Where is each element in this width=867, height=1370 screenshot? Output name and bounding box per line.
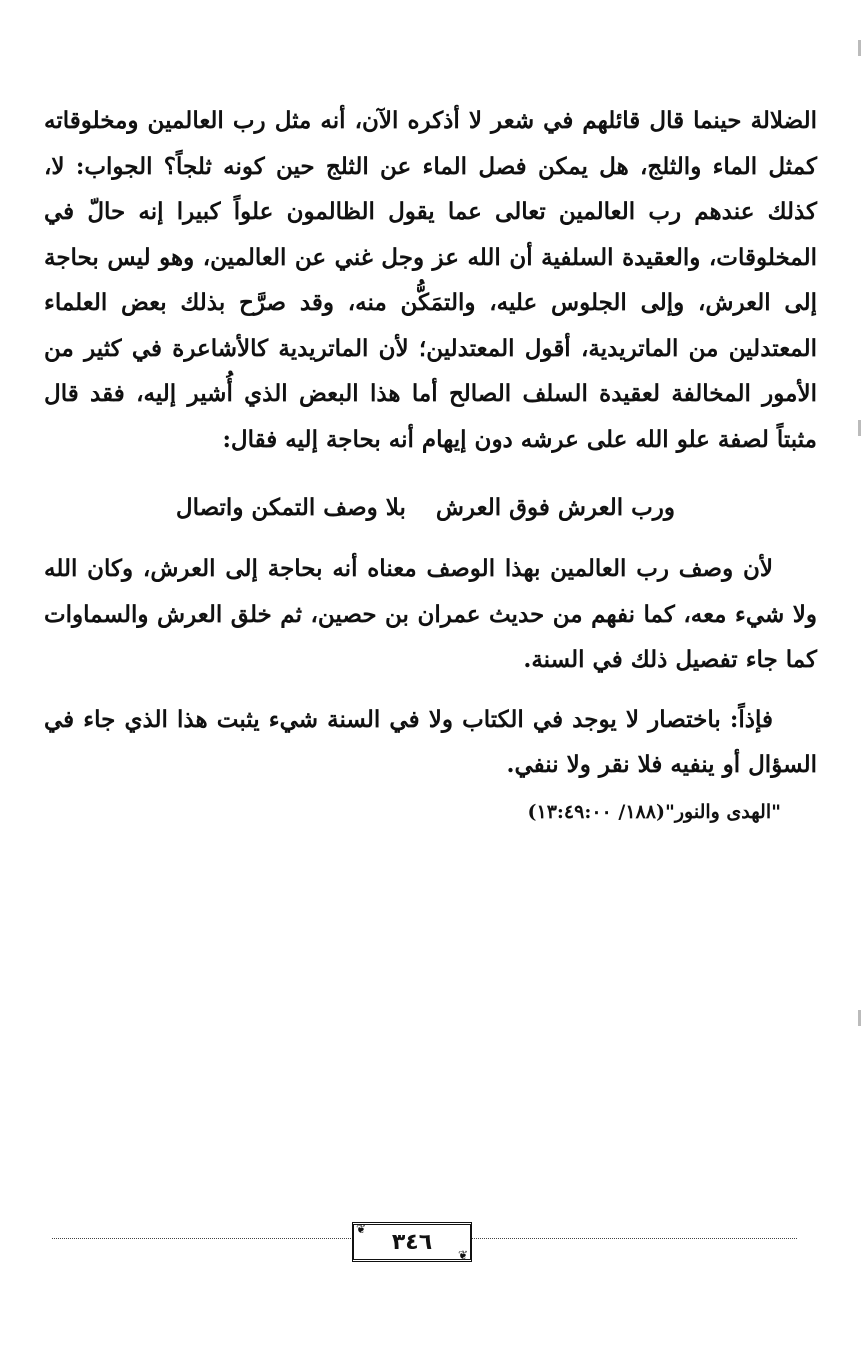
poetry-verse <box>44 484 817 532</box>
body-text <box>44 98 817 832</box>
ornament-icon: ❦ <box>457 1248 468 1262</box>
ornament-icon: ❦ <box>356 1222 367 1236</box>
scan-edge-mark <box>858 1010 861 1026</box>
page-number: ٣٤٦ <box>391 1229 433 1255</box>
page-footer <box>52 1220 797 1260</box>
page-number-frame <box>352 1222 472 1262</box>
verse-hemistich-left: بلا وصف التمكن واتصال <box>175 494 406 521</box>
paragraph-3: فإذاً: باختصار لا يوجد في الكتاب ولا في السنة شيء يثبت هذا الذي جاء في السؤال أو ينفيه فلا نقر ولا ننفي. <box>44 705 817 778</box>
paragraph-2: لأن وصف رب العالمين بهذا الوصف معناه أنه بحاجة إلى العرش، وكان الله ولا شيء معه، كما نفهم من حديث عمران بن حصين، ثم خلق العرش والسماوات كما جاء تفصيل ذلك في السنة. <box>44 555 817 673</box>
verse-hemistich-right: ورب العرش فوق العرش <box>435 494 675 521</box>
scan-edge-mark <box>858 420 861 436</box>
scan-edge-mark <box>858 40 861 56</box>
source-citation: "الهدى والنور"(١٨٨/ ١٣:٤٩:٠٠) <box>527 800 781 823</box>
paragraph-1: الضلالة حينما قال قائلهم في شعر لا أذكره الآن، أنه مثل رب العالمين ومخلوقاته كمثل الماء والثلج، هل يمكن فصل الماء عن الثلج حين كونه ثلجاً؟ الجواب: لا، كذلك عندهم رب العالمين تعالى عما يقول الظالمون علواً كبيرا إنه حالّ في المخلوقات، والعقيدة السلفية أن الله عز وجل غني عن العالمين، وهو ليس بحاجة إلى العرش، وإلى الجلوس عليه، والتمَكُّن منه، وقد صرَّح بذلك بعض العلماء المعتدلين من الماتريدية، أقول المعتدلين؛ لأن الماتريدية كالأشاعرة في كثير من الأمور المخالفة لعقيدة السلف الصالح أما هذا البعض الذي أُشير إليه، فقد قال مثبتاً لصفة علو الله على عرشه دون إيهام أنه بحاجة إليه فقال: <box>44 107 817 453</box>
